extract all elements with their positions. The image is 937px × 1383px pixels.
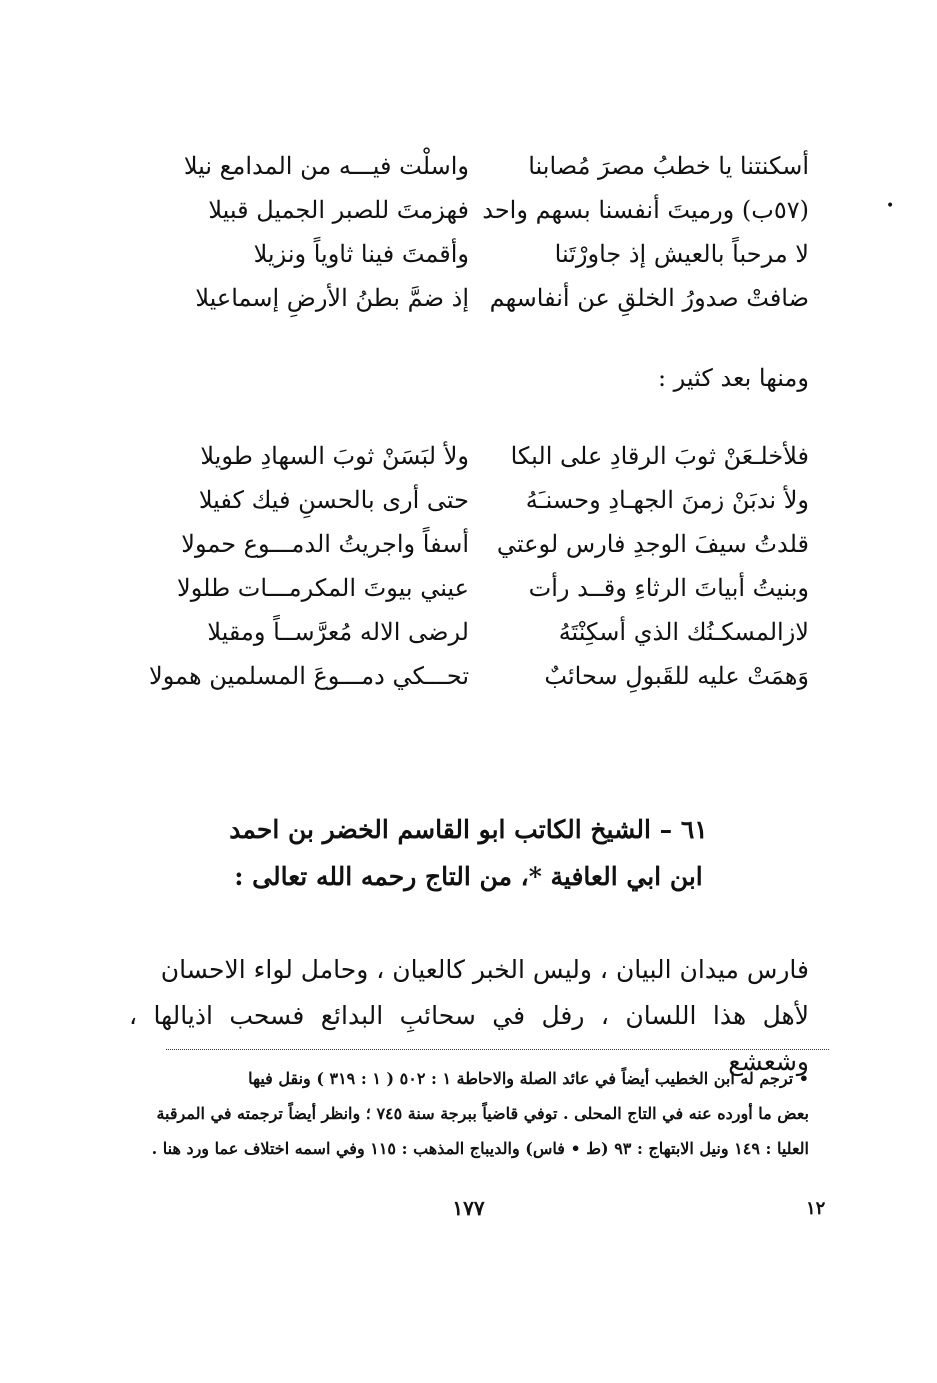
second-hemistich: عيني بيوتَ المكرمـــات طلولا xyxy=(177,574,469,602)
second-hemistich: حتى أرى بالحسنِ فيك كفيلا xyxy=(198,486,469,514)
second-hemistich: لرضى الاله مُعرَّســاً ومقيلا xyxy=(207,618,469,646)
verse xyxy=(169,276,809,320)
poem-block-1 xyxy=(169,144,809,320)
verse xyxy=(169,478,809,522)
poem-intro: ومنها بعد كثير : xyxy=(657,364,809,392)
footnote-separator xyxy=(166,1049,829,1050)
verse xyxy=(149,654,809,698)
first-hemistich: لازالمسكـنُك الذي أسكِنْتَهُ xyxy=(558,618,809,646)
footnote-line: بعض ما أورده عنه في التاج المحلى . توفي قاضياً ببرجة سنة ٧٤٥ ؛ وانظر أيضاً ترجمته في المرقبة xyxy=(156,1104,809,1123)
first-hemistich: ولأ ندبَنْ زمنَ الجهـادِ وحسنـَهُ xyxy=(525,486,809,514)
first-hemistich: قلدتُ سيفَ الوجدِ فارس لوعتي xyxy=(496,530,809,558)
verse xyxy=(169,188,809,232)
prose-line: فارس ميدان البيان ، وليس الخبر كالعيان ، وحامل لواء الاحسان xyxy=(160,955,809,984)
first-hemistich: وَهمَتْ عليه للقَبولِ سحائبٌ xyxy=(544,662,809,690)
second-hemistich: تحـــكي دمـــوعَ المسلمين همولا xyxy=(149,662,469,690)
second-hemistich: فهزمتَ للصبر الجميل قبيلا xyxy=(208,196,469,224)
verse xyxy=(169,610,809,654)
verse xyxy=(169,434,809,478)
first-hemistich: (٥٧ب) ورميتَ أنفسنا بسهم واحد xyxy=(482,196,809,224)
prose-line: لأهل هذا اللسان ، رفل في سحائبِ البدائع فسحب اذيالها ، وشعشع xyxy=(129,1001,809,1076)
footnote-line: العليا : ١٤٩ ونيل الابتهاج : ٩٣ (ط • فاس) والديباج المذهب : ١١٥ وفي اسمه اختلاف عما ورد هنا . xyxy=(151,1139,809,1158)
verse xyxy=(169,522,809,566)
footnote-line: • ترجم له ابن الخطيب أيضاً في عائد الصلة والاحاطة ١ : ٥٠٢ ( ١ : ٣١٩ ) ونقل فيها xyxy=(248,1069,809,1088)
second-hemistich: واسلْت فيـــه من المدامع نيلا xyxy=(183,152,469,180)
page-number: ١٧٧ xyxy=(452,1196,485,1220)
first-hemistich: أسكنتنا يا خطبُ مصرَ مُصابنا xyxy=(528,152,809,180)
poem-block-2 xyxy=(149,434,809,698)
margin-mark: • xyxy=(886,198,895,214)
entry-title-line-2: ابن ابي العافية *، من التاج رحمه الله تعالى : xyxy=(234,862,703,891)
second-hemistich: أسفاً واجريتُ الدمـــوع حمولا xyxy=(181,530,469,558)
first-hemistich: وبنيتُ أبياتَ الرثاءِ وقــد رأت xyxy=(528,574,809,602)
verse xyxy=(169,232,809,276)
signature-number: ١٢ xyxy=(806,1198,826,1219)
verse xyxy=(169,144,809,188)
entry-title-line-1: ٦١ – الشيخ الكاتب ابو القاسم الخضر بن احمد xyxy=(229,815,708,844)
second-hemistich: ولأ لبَسَنْ ثوبَ السهادِ طويلا xyxy=(200,442,469,470)
first-hemistich: ضافتْ صدورُ الخلقِ عن أنفاسهم xyxy=(489,284,809,312)
first-hemistich: لا مرحباً بالعيش إذ جاورْتَنا xyxy=(554,240,809,268)
first-hemistich: فلأخلـعَنْ ثوبَ الرقادِ على البكا xyxy=(510,442,809,470)
second-hemistich: إذ ضمَّ بطنُ الأرضِ إسماعيلا xyxy=(195,284,469,312)
second-hemistich: وأقمتَ فينا ثاوياً ونزيلا xyxy=(253,240,469,268)
verse xyxy=(169,566,809,610)
